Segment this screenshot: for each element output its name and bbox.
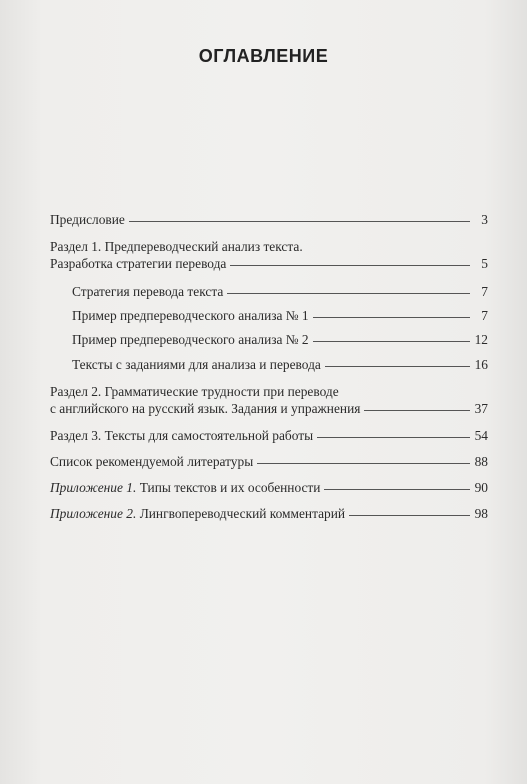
- toc-entry-texts-tasks[interactable]: [50, 357, 488, 377]
- toc-entry-text: Типы текстов и их особенности: [139, 480, 321, 495]
- toc-leader-line: [227, 293, 470, 294]
- toc-entry-text: Список рекомендуемой литературы: [50, 454, 254, 469]
- toc-leader-line: [230, 265, 470, 266]
- toc-entry-text: Пример предпереводческого анализа № 2: [72, 332, 309, 347]
- toc-appendix-label: Приложение 2.: [50, 506, 137, 521]
- toc-entry-text-line1: Раздел 2. Грамматические трудности при переводе: [50, 384, 339, 399]
- toc-page-number: 90: [474, 480, 488, 495]
- toc-page-number: 7: [481, 284, 488, 299]
- toc-entry-preface[interactable]: [50, 212, 488, 232]
- toc-entry-text: Раздел 3. Тексты для самостоятельной работы: [50, 428, 314, 443]
- toc-leader-line: [317, 437, 470, 438]
- toc-entry-appendix-1[interactable]: [50, 480, 488, 500]
- toc-page-number: 7: [481, 308, 488, 323]
- toc-entry-section-3[interactable]: [50, 428, 488, 448]
- toc-entry-appendix-2[interactable]: [50, 506, 488, 526]
- toc-entry-text: Пример предпереводческого анализа № 1: [72, 308, 309, 323]
- toc-entry-text-line2: Разработка стратегии перевода: [50, 256, 227, 271]
- toc-page-number: 98: [474, 506, 488, 521]
- toc-entry-example-2[interactable]: [50, 332, 488, 352]
- toc-entry-text: Тексты с заданиями для анализа и перевода: [72, 357, 321, 372]
- toc-entry-text: Предисловие: [50, 212, 125, 227]
- toc-entry-text: Лингвопереводческий комментарий: [139, 506, 346, 521]
- toc-page-number: 16: [474, 357, 488, 372]
- toc-leader-line: [313, 341, 470, 342]
- toc-entry-bibliography[interactable]: [50, 454, 488, 474]
- toc-entry-text-line1: Раздел 1. Предпереводческий анализ текста.: [50, 239, 303, 254]
- toc-entry-section-1[interactable]: [50, 239, 488, 276]
- toc-page-number: 12: [474, 332, 488, 347]
- toc-leader-line: [325, 366, 470, 367]
- toc-entry-text: Стратегия перевода текста: [72, 284, 224, 299]
- toc-page-number: 37: [474, 401, 488, 416]
- toc-page-number: 54: [474, 428, 488, 443]
- toc-leader-line: [257, 463, 470, 464]
- toc-leader-line: [349, 515, 470, 516]
- page-title: ОГЛАВЛЕНИЕ: [198, 46, 329, 66]
- toc-leader-line: [324, 489, 470, 490]
- toc-appendix-label: Приложение 1.: [50, 480, 137, 495]
- toc-page-number: 5: [481, 256, 488, 271]
- toc-leader-line: [364, 410, 470, 411]
- toc-leader-line: [129, 221, 470, 222]
- toc-entry-section-2[interactable]: [50, 384, 488, 421]
- toc-page-number: 3: [481, 212, 488, 227]
- toc-entry-strategy[interactable]: [50, 284, 488, 304]
- toc-leader-line: [313, 317, 470, 318]
- bleed-through-right: [300, 78, 311, 135]
- toc-entry-text-line2: с английского на русский язык. Задания и упражнения: [50, 401, 361, 416]
- toc-page-number: 88: [474, 454, 488, 469]
- toc-entry-example-1[interactable]: [50, 308, 488, 328]
- bleed-through-left: [60, 78, 71, 135]
